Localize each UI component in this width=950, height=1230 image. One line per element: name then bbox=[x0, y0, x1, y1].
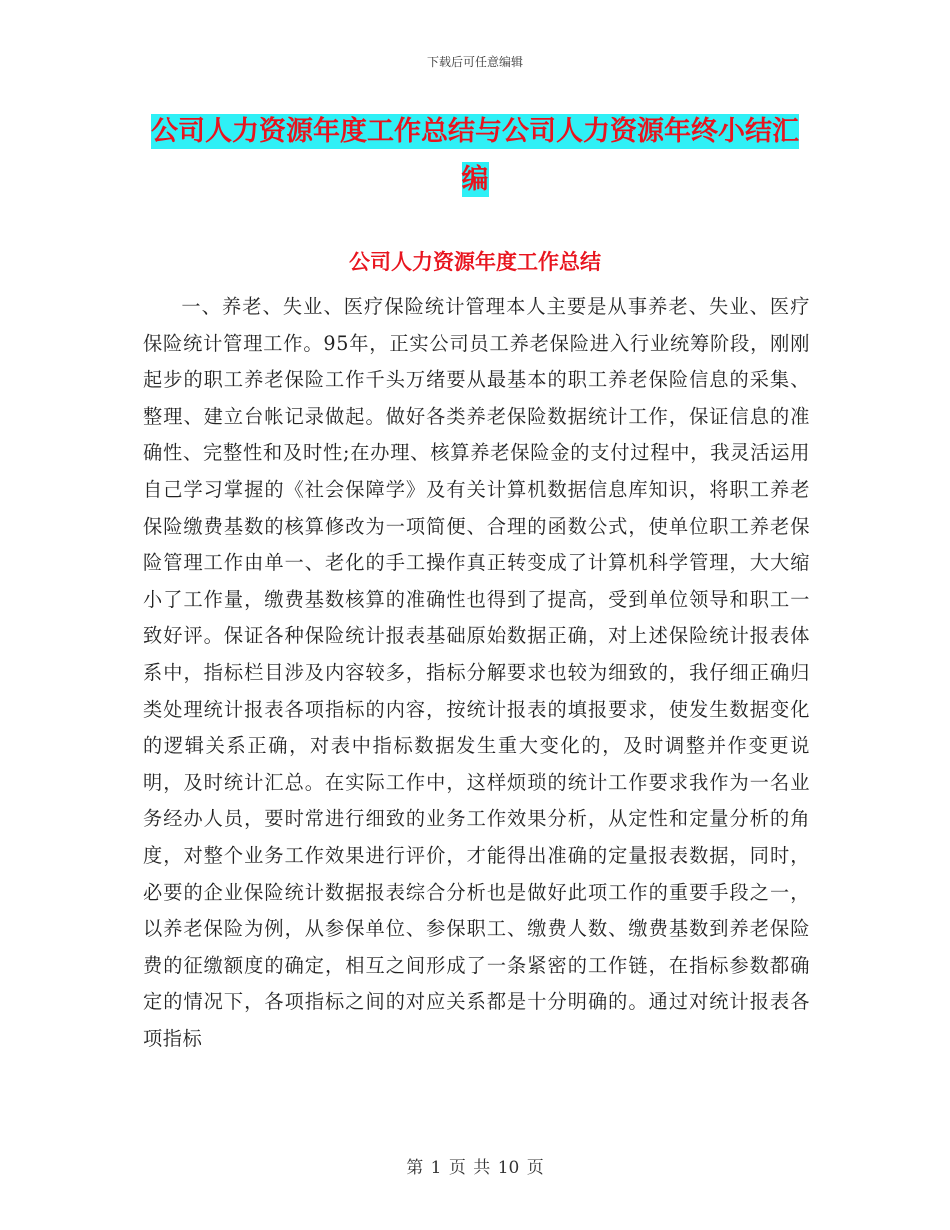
document-title-text: 公司人力资源年度工作总结与公司人力资源年终小结汇编 bbox=[151, 116, 799, 195]
page-footer: 第 1 页 共 10 页 bbox=[406, 1158, 544, 1178]
section-title: 公司人力资源年度工作总结 bbox=[349, 250, 601, 274]
page-header: 下载后可任意编辑 bbox=[426, 55, 523, 69]
body-paragraph: 一、养老、失业、医疗保险统计管理本人主要是从事养老、失业、医疗保险统计管理工作。95年，正实公司员工养老保险进入行业统筹阶段，刚刚起步的职工养老保险工作千头万绪要从最基本的职工养老保险信息的采集、整理、建立台帐记录做起。做好各类养老保险数据统计工作，保证信息的准确性、完整性和及时性;在办理、核算养老保险金的支付过程中，我灵活运用自己学习掌握的《社会保障学》及有关计算机数据信息库知识，将职工养老保险缴费基数的核算修改为一项简便、合理的函数公式，使单位职工养老保险管理工作由单一、老化的手工操作真正转变成了计算机科学管理，大大缩小了工作量，缴费基数核算的准确性也得到了提高，受到单位领导和职工一致好评。保证各种保险统计报表基础原始数据正确，对上述保险统计报表体系中，指标栏目涉及内容较多，指标分解要求也较为细致的，我仔细正确归类处理统计报表各项指标的内容，按统计报表的填报要求，使发生数据变化的逻辑关系正确，对表中指标数据发生重大变化的，及时调整并作变更说明，及时统计汇总。在实际工作中，这样烦琐的统计工作要求我作为一名业务经办人员，要时常进行细致的业务工作效果分析，从定性和定量分析的角度，对整个业务工作效果进行评价，才能得出准确的定量报表数据，同时，必要的企业保险统计数据报表综合分析也是做好此项工作的重要手段之一，以养老保险为例，从参保单位、参保职工、缴费人数、缴费基数到养老保险费的征缴额度的确定，相互之间形成了一条紧密的工作链，在指标参数都确定的情况下，各项指标之间的对应关系都是十分明确的。通过对统计报表各项指标 bbox=[143, 295, 810, 1050]
document-title bbox=[140, 108, 810, 204]
